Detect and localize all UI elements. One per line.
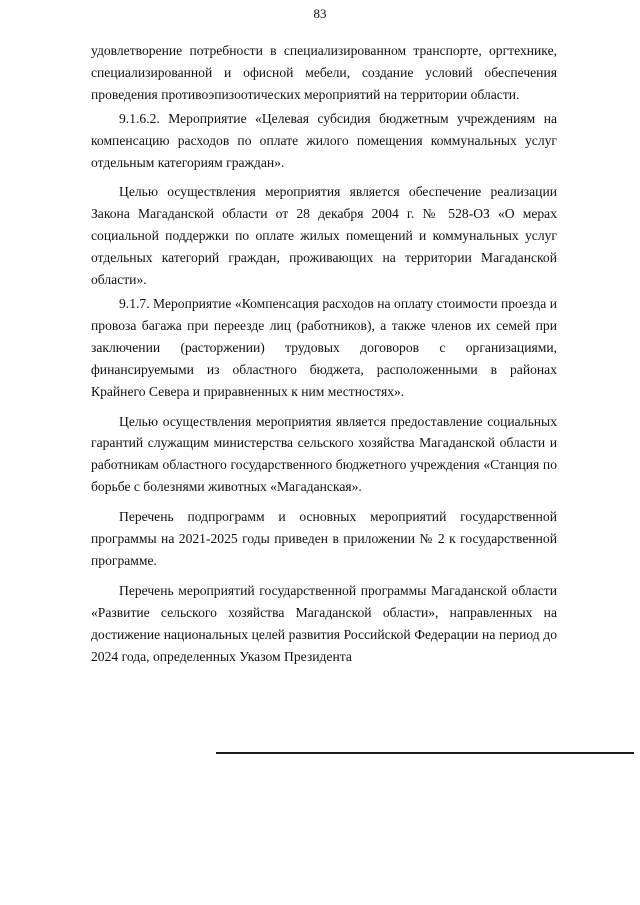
- paragraph-subprogram-list: Перечень подпрограмм и основных мероприятий государственной программы на 2021-2025 годы приведен в приложении № 2 к государственной программе.: [91, 509, 557, 568]
- paragraph-item-9-1-6-2: 9.1.6.2. Мероприятие «Целевая субсидия бюджетным учреждениям на компенсацию расходов по оплате жилого помещения коммунальных услуг отдельным категориям граждан».: [91, 110, 557, 170]
- paragraph-national-goals: Перечень мероприятий государственной программы Магаданской области «Развитие сельского хозяйства Магаданской области», направленных на достижение национальных целей развития Российской Федерации на период до 2024 года, определенных Указом Президента: [91, 582, 557, 664]
- page-number: 83: [313, 6, 327, 21]
- footnote-separator-line: [216, 752, 634, 754]
- document-body: [91, 40, 557, 667]
- paragraph-continuation: удовлетворение потребности в специализированном транспорте, оргтехнике, специализированной и офисной мебели, создание условий обеспечения проведения противоэпизоотических мероприятий на территории области.: [91, 43, 557, 102]
- paragraph-purpose-9-1-6-2: Целью осуществления мероприятия является обеспечение реализации Закона Магаданской области от 28 декабря 2004 г. № 528-ОЗ «О мерах социальной поддержки по оплате жилых помещений и коммунальных услуг отдельных категорий граждан, проживающих на территории Магаданской области».: [91, 184, 557, 288]
- paragraph-item-9-1-7: 9.1.7. Мероприятие «Компенсация расходов на оплату стоимости проезда и провоза багажа при переезде лиц (работников), а также членов их семей при заключении (расторжении) трудовых договоров с организациями, финансируемыми из областного бюджета, расположенными в районах Крайнего Севера и приравненных к ним местностях».: [91, 295, 557, 399]
- paragraph-purpose-9-1-7: Целью осуществления мероприятия является предоставление социальных гарантий служащим министерства сельского хозяйства Магаданской области и работникам областного государственного бюджетного учреждения «Станция по борьбе с болезнями животных «Магаданская».: [91, 413, 557, 495]
